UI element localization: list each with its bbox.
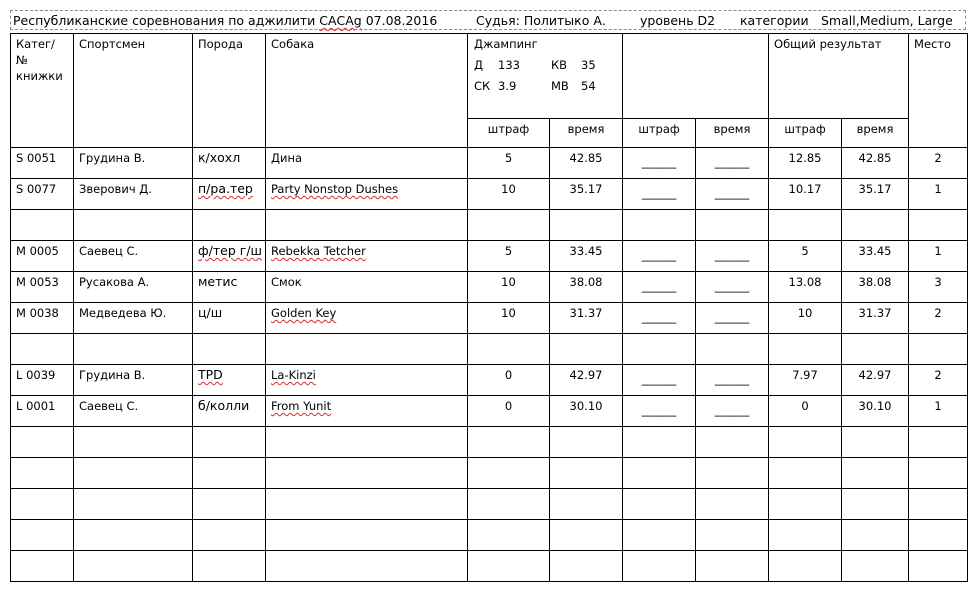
row-total-penalty xyxy=(769,179,842,210)
row-second-penalty xyxy=(623,551,696,582)
results-table xyxy=(10,33,968,582)
row-jumping-time-text: 42.97 xyxy=(569,368,603,382)
row-athlete-text: Грудина В. xyxy=(79,151,146,165)
kv-label: КВ xyxy=(551,58,568,72)
row-second-penalty xyxy=(623,148,696,179)
row-total-time xyxy=(842,458,909,489)
row-breed xyxy=(193,303,266,334)
table-row xyxy=(11,489,968,520)
row-total-time xyxy=(842,489,909,520)
table-row xyxy=(11,396,968,427)
row-category xyxy=(11,241,74,272)
row-second-penalty xyxy=(623,210,696,241)
row-total-time xyxy=(842,210,909,241)
blank-line: ______ xyxy=(714,155,750,169)
row-athlete-text: Русакова А. xyxy=(79,275,150,289)
row-total-penalty xyxy=(769,520,842,551)
row-category-text: M 0038 xyxy=(16,306,59,320)
row-second-time xyxy=(696,179,769,210)
row-total-time-text: 42.85 xyxy=(858,151,892,165)
row-place-text: 2 xyxy=(934,368,942,382)
row-total-time xyxy=(842,520,909,551)
row-jumping-penalty xyxy=(468,272,550,303)
row-jumping-penalty-text: 0 xyxy=(504,368,513,382)
kv-value: 35 xyxy=(581,58,596,72)
row-breed xyxy=(193,551,266,582)
row-total-time xyxy=(842,272,909,303)
row-jumping-time xyxy=(550,334,623,365)
row-breed xyxy=(193,241,266,272)
row-athlete-text: Грудина В. xyxy=(79,368,146,382)
table-row xyxy=(11,427,968,458)
row-place xyxy=(909,241,968,272)
row-category xyxy=(11,396,74,427)
row-place-text: 1 xyxy=(934,399,942,413)
row-dog xyxy=(266,551,468,582)
row-second-time xyxy=(696,396,769,427)
row-jumping-time-text: 31.37 xyxy=(569,306,603,320)
row-jumping-penalty xyxy=(468,396,550,427)
row-second-time xyxy=(696,272,769,303)
header-row xyxy=(11,34,968,119)
row-category-text: M 0053 xyxy=(16,275,59,289)
row-breed-text: б/колли xyxy=(198,398,250,413)
row-athlete xyxy=(74,427,193,458)
row-category xyxy=(11,272,74,303)
row-breed-text: ф/тер г/ш xyxy=(198,243,262,258)
blank-line: ______ xyxy=(714,372,750,386)
second-penalty-header: штраф xyxy=(623,119,696,148)
row-total-penalty-text: 10 xyxy=(797,306,813,320)
row-athlete xyxy=(74,179,193,210)
row-place xyxy=(909,272,968,303)
row-total-penalty xyxy=(769,551,842,582)
row-second-time xyxy=(696,148,769,179)
row-dog xyxy=(266,489,468,520)
row-dog xyxy=(266,272,468,303)
row-category xyxy=(11,458,74,489)
row-category xyxy=(11,489,74,520)
row-total-time xyxy=(842,365,909,396)
table-row xyxy=(11,148,968,179)
row-total-time xyxy=(842,241,909,272)
row-dog xyxy=(266,241,468,272)
col-breed-header: Порода xyxy=(193,34,266,148)
row-total-penalty xyxy=(769,458,842,489)
row-jumping-time xyxy=(550,148,623,179)
row-athlete xyxy=(74,396,193,427)
row-dog xyxy=(266,179,468,210)
row-second-penalty xyxy=(623,303,696,334)
table-row xyxy=(11,179,968,210)
row-jumping-penalty xyxy=(468,365,550,396)
row-second-time xyxy=(696,334,769,365)
row-jumping-time xyxy=(550,396,623,427)
row-athlete xyxy=(74,489,193,520)
row-jumping-penalty xyxy=(468,303,550,334)
row-place xyxy=(909,303,968,334)
row-athlete xyxy=(74,241,193,272)
row-breed-text: ц/ш xyxy=(198,305,223,320)
row-jumping-time xyxy=(550,241,623,272)
col-dog-header: Собака xyxy=(266,34,468,148)
row-jumping-time xyxy=(550,303,623,334)
row-dog xyxy=(266,427,468,458)
row-category-text: M 0005 xyxy=(16,244,59,258)
row-jumping-penalty-text: 10 xyxy=(501,306,516,320)
row-place xyxy=(909,148,968,179)
row-total-penalty xyxy=(769,489,842,520)
row-second-time xyxy=(696,551,769,582)
row-total-penalty xyxy=(769,365,842,396)
row-total-penalty xyxy=(769,272,842,303)
row-total-penalty xyxy=(769,334,842,365)
row-dog-text: Golden Key xyxy=(271,306,337,320)
row-place xyxy=(909,365,968,396)
row-jumping-time xyxy=(550,458,623,489)
row-jumping-penalty-text: 5 xyxy=(504,151,513,165)
row-dog xyxy=(266,520,468,551)
blank-line: ______ xyxy=(714,186,750,200)
row-category-text: L 0001 xyxy=(16,399,56,413)
mv-label: МВ xyxy=(551,79,569,93)
row-second-time xyxy=(696,241,769,272)
row-breed xyxy=(193,396,266,427)
row-category-text: S 0077 xyxy=(16,182,57,196)
row-category xyxy=(11,179,74,210)
row-total-time-text: 38.08 xyxy=(858,275,892,289)
row-total-time xyxy=(842,334,909,365)
row-second-penalty xyxy=(623,334,696,365)
row-place xyxy=(909,551,968,582)
row-athlete-text: Медведева Ю. xyxy=(79,306,167,320)
row-total-penalty xyxy=(769,396,842,427)
row-breed xyxy=(193,365,266,396)
row-dog-text: From Yunit xyxy=(271,399,332,413)
row-dog xyxy=(266,334,468,365)
row-place-text: 2 xyxy=(934,306,942,320)
row-jumping-time xyxy=(550,210,623,241)
row-jumping-penalty xyxy=(468,179,550,210)
second-time-header: время xyxy=(696,119,769,148)
row-jumping-penalty-text: 0 xyxy=(504,399,513,413)
row-second-penalty xyxy=(623,396,696,427)
competition-title: Республиканские соревнования по аджилити САСАg 07.08.2016 xyxy=(13,13,438,28)
row-breed xyxy=(193,458,266,489)
table-row xyxy=(11,241,968,272)
row-total-time-text: 35.17 xyxy=(858,182,892,196)
row-total-penalty-text: 5 xyxy=(801,244,809,258)
row-total-time-text: 33.45 xyxy=(858,244,892,258)
sk-label: СК xyxy=(474,79,491,93)
row-jumping-time xyxy=(550,272,623,303)
blank-line: ______ xyxy=(641,279,677,293)
row-breed xyxy=(193,148,266,179)
row-dog-text: Party Nonstop Dushes xyxy=(271,182,399,196)
row-place-text: 2 xyxy=(934,151,942,165)
row-breed xyxy=(193,334,266,365)
row-second-time xyxy=(696,427,769,458)
row-place-text: 1 xyxy=(934,182,942,196)
table-row xyxy=(11,520,968,551)
row-second-penalty xyxy=(623,365,696,396)
blank-line: ______ xyxy=(714,248,750,262)
row-place xyxy=(909,489,968,520)
row-second-time xyxy=(696,489,769,520)
row-breed xyxy=(193,489,266,520)
blank-line: ______ xyxy=(714,310,750,324)
col-athlete-header: Спортсмен xyxy=(74,34,193,148)
overall-header: Общий результат xyxy=(769,34,909,119)
row-jumping-penalty xyxy=(468,210,550,241)
col-category-header: Катег/ № книжки xyxy=(11,34,74,148)
row-jumping-penalty xyxy=(468,520,550,551)
row-athlete xyxy=(74,520,193,551)
row-jumping-time xyxy=(550,489,623,520)
row-category xyxy=(11,148,74,179)
row-breed-text: к/хохл xyxy=(198,150,241,165)
row-jumping-time-text: 33.45 xyxy=(569,244,603,258)
row-total-time xyxy=(842,551,909,582)
blank-line: ______ xyxy=(641,186,677,200)
table-row xyxy=(11,272,968,303)
categories-value: Small,Medium, Large xyxy=(821,13,953,28)
row-breed-text: TPD xyxy=(198,367,223,382)
row-category xyxy=(11,427,74,458)
second-run-header xyxy=(623,34,769,119)
row-second-penalty xyxy=(623,458,696,489)
jumping-params-row-2 xyxy=(474,78,616,94)
overall-time-header: время xyxy=(842,119,909,148)
row-athlete-text: Саевец С. xyxy=(79,244,139,258)
row-jumping-penalty xyxy=(468,489,550,520)
row-breed-text: метис xyxy=(198,274,238,289)
row-jumping-penalty xyxy=(468,241,550,272)
blank-line: ______ xyxy=(641,403,677,417)
blank-line: ______ xyxy=(714,279,750,293)
row-jumping-time xyxy=(550,551,623,582)
row-second-time xyxy=(696,365,769,396)
jumping-penalty-header: штраф xyxy=(468,119,550,148)
row-dog-text: Дина xyxy=(271,151,303,165)
row-dog xyxy=(266,303,468,334)
row-jumping-time-text: 35.17 xyxy=(569,182,603,196)
row-jumping-penalty-text: 10 xyxy=(501,182,516,196)
row-breed xyxy=(193,179,266,210)
jumping-title: Джампинг xyxy=(474,37,538,51)
row-jumping-time-text: 30.10 xyxy=(569,399,603,413)
row-breed-text: п/ра.тер xyxy=(198,181,253,196)
row-jumping-penalty xyxy=(468,551,550,582)
sk-value: 3.9 xyxy=(498,79,517,93)
row-dog xyxy=(266,210,468,241)
row-jumping-time-text: 38.08 xyxy=(569,275,603,289)
row-second-time xyxy=(696,303,769,334)
document-header xyxy=(10,10,966,30)
row-second-time xyxy=(696,458,769,489)
table-row xyxy=(11,458,968,489)
row-jumping-penalty xyxy=(468,427,550,458)
row-total-penalty xyxy=(769,210,842,241)
row-total-time-text: 30.10 xyxy=(858,399,892,413)
row-total-time xyxy=(842,179,909,210)
row-total-penalty xyxy=(769,241,842,272)
row-jumping-penalty-text: 10 xyxy=(501,275,516,289)
row-dog xyxy=(266,365,468,396)
row-category-text: L 0039 xyxy=(16,368,56,382)
row-jumping-time xyxy=(550,427,623,458)
row-jumping-penalty xyxy=(468,458,550,489)
row-total-penalty-text: 13.08 xyxy=(788,275,822,289)
row-total-penalty xyxy=(769,427,842,458)
row-second-penalty xyxy=(623,520,696,551)
blank-line: ______ xyxy=(714,403,750,417)
row-place xyxy=(909,427,968,458)
row-athlete xyxy=(74,334,193,365)
blank-line: ______ xyxy=(641,372,677,386)
row-total-time xyxy=(842,427,909,458)
row-second-penalty xyxy=(623,489,696,520)
row-dog xyxy=(266,458,468,489)
categories-label: категории xyxy=(740,13,809,28)
blank-line: ______ xyxy=(641,155,677,169)
row-jumping-time-text: 42.85 xyxy=(569,151,603,165)
row-second-penalty xyxy=(623,427,696,458)
row-athlete xyxy=(74,365,193,396)
row-jumping-time xyxy=(550,179,623,210)
row-place xyxy=(909,396,968,427)
row-category xyxy=(11,303,74,334)
row-jumping-penalty xyxy=(468,148,550,179)
row-total-penalty xyxy=(769,148,842,179)
row-total-time xyxy=(842,396,909,427)
table-row xyxy=(11,210,968,241)
row-second-penalty xyxy=(623,272,696,303)
row-athlete-text: Зверович Д. xyxy=(79,182,152,196)
row-jumping-penalty xyxy=(468,334,550,365)
row-total-penalty-text: 10.17 xyxy=(788,182,822,196)
row-total-time-text: 31.37 xyxy=(858,306,892,320)
jumping-header xyxy=(468,34,623,119)
row-category xyxy=(11,551,74,582)
row-total-penalty-text: 0 xyxy=(801,399,809,413)
row-jumping-time xyxy=(550,520,623,551)
row-breed xyxy=(193,520,266,551)
row-total-time-text: 42.97 xyxy=(858,368,892,382)
d-value: 133 xyxy=(498,58,520,72)
table-row xyxy=(11,334,968,365)
row-total-time xyxy=(842,148,909,179)
row-dog xyxy=(266,396,468,427)
col-place-header: Место xyxy=(909,34,968,148)
row-category xyxy=(11,520,74,551)
table-row xyxy=(11,551,968,582)
row-athlete-text: Саевец С. xyxy=(79,399,139,413)
row-category xyxy=(11,365,74,396)
row-breed xyxy=(193,272,266,303)
row-second-penalty xyxy=(623,241,696,272)
table-row xyxy=(11,365,968,396)
row-second-time xyxy=(696,210,769,241)
row-dog-text: La-Kinzi xyxy=(271,368,316,382)
row-category xyxy=(11,210,74,241)
row-athlete xyxy=(74,458,193,489)
row-athlete xyxy=(74,148,193,179)
row-total-penalty xyxy=(769,303,842,334)
blank-line: ______ xyxy=(641,248,677,262)
row-place xyxy=(909,334,968,365)
row-jumping-penalty-text: 5 xyxy=(504,244,513,258)
row-category xyxy=(11,334,74,365)
row-dog-text: Смок xyxy=(271,275,302,289)
jumping-time-header: время xyxy=(550,119,623,148)
row-place xyxy=(909,210,968,241)
row-place-text: 1 xyxy=(934,244,942,258)
level-label: уровень D2 xyxy=(640,13,716,28)
row-dog-text: Rebekka Tetcher xyxy=(271,244,366,258)
row-place xyxy=(909,179,968,210)
row-total-penalty-text: 12.85 xyxy=(788,151,822,165)
row-place xyxy=(909,458,968,489)
row-category-text: S 0051 xyxy=(16,151,57,165)
row-total-penalty-text: 7.97 xyxy=(792,368,818,382)
mv-value: 54 xyxy=(581,79,596,93)
row-athlete xyxy=(74,210,193,241)
table-row xyxy=(11,303,968,334)
overall-penalty-header: штраф xyxy=(769,119,842,148)
row-breed xyxy=(193,210,266,241)
row-athlete xyxy=(74,303,193,334)
d-label: Д xyxy=(474,58,483,72)
row-dog xyxy=(266,148,468,179)
row-place-text: 3 xyxy=(934,275,942,289)
row-second-time xyxy=(696,520,769,551)
judge-label: Судья: Политыко А. xyxy=(476,13,606,28)
row-total-time xyxy=(842,303,909,334)
row-place xyxy=(909,520,968,551)
row-athlete xyxy=(74,551,193,582)
jumping-params-row-1 xyxy=(474,57,616,73)
row-athlete xyxy=(74,272,193,303)
row-second-penalty xyxy=(623,179,696,210)
blank-line: ______ xyxy=(641,310,677,324)
row-breed xyxy=(193,427,266,458)
row-jumping-time xyxy=(550,365,623,396)
